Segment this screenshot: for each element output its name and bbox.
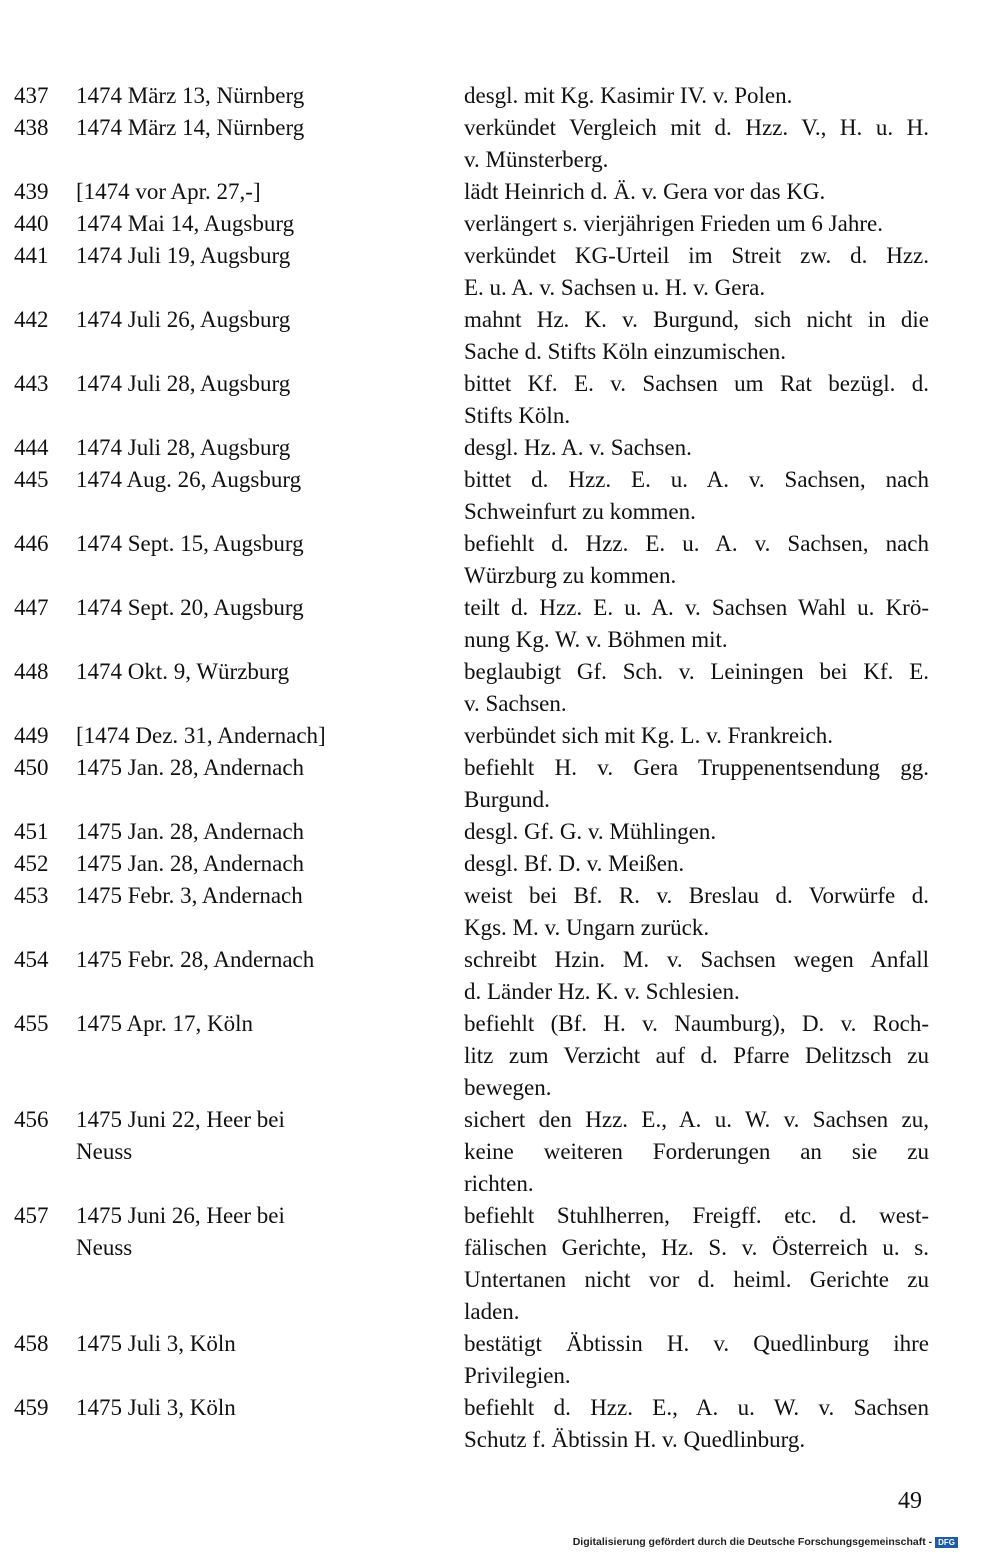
entry-date-place: [76, 1008, 436, 1040]
entry-row: [0, 1328, 1000, 1392]
entry-description: [464, 368, 929, 432]
date-line: 1475 Juli 3, Köln: [76, 1331, 236, 1356]
description-line: desgl. Bf. D. v. Meißen.: [464, 851, 685, 876]
entry-description: [464, 944, 929, 1008]
date-line: 1475 Juni 22, Heer bei: [76, 1107, 285, 1132]
entry-description: [464, 1008, 929, 1104]
entry-date-place: [76, 432, 436, 464]
description-line: befiehlt d. Hzz. E., A. u. W. v. Sachsen: [464, 1395, 929, 1420]
entry-row: [0, 1392, 1000, 1456]
date-line: 1474 Juli 28, Augsburg: [76, 371, 291, 396]
description-line: d. Länder Hz. K. v. Schlesien.: [464, 979, 740, 1004]
entry-row: [0, 880, 1000, 944]
entry-description: [464, 592, 929, 656]
description-line: sichert den Hzz. E., A. u. W. v. Sachsen zu,: [464, 1107, 929, 1132]
date-line: 1474 Juli 28, Augsburg: [76, 435, 291, 460]
entry-description: [464, 112, 929, 176]
description-line: Schutz f. Äbtissin H. v. Quedlinburg.: [464, 1427, 806, 1452]
date-line: 1474 Aug. 26, Augsburg: [76, 467, 302, 492]
entry-description: [464, 240, 929, 304]
description-line: verkündet KG-Urteil im Streit zw. d. Hzz.: [464, 243, 929, 268]
description-line: Schweinfurt zu kommen.: [464, 499, 696, 524]
date-line: [1474 Dez. 31, Andernach]: [76, 723, 326, 748]
date-line: 1475 Juni 26, Heer bei: [76, 1203, 285, 1228]
entry-date-place: [76, 464, 436, 496]
entry-date-place: [76, 848, 436, 880]
entry-date-place: [76, 1200, 436, 1264]
entry-row: [0, 752, 1000, 816]
entry-date-place: [76, 112, 436, 144]
description-line: bittet Kf. E. v. Sachsen um Rat bezügl. d.: [464, 371, 929, 396]
description-line: keine weiteren Forderungen an sie zu: [464, 1139, 929, 1164]
entry-row: [0, 112, 1000, 176]
register-entries: [0, 80, 1000, 1456]
entry-date-place: [76, 592, 436, 624]
entry-date-place: [76, 528, 436, 560]
entry-date-place: [76, 368, 436, 400]
entry-number: 450: [14, 755, 49, 780]
entry-row: [0, 80, 1000, 112]
description-line: litz zum Verzicht auf d. Pfarre Delitzsch zu: [464, 1043, 929, 1068]
date-line: Neuss: [76, 1139, 133, 1164]
dfg-logo: DFG: [935, 1537, 958, 1548]
entry-description: [464, 880, 929, 944]
description-line: desgl. mit Kg. Kasimir IV. v. Polen.: [464, 83, 793, 108]
date-line: 1474 Juli 19, Augsburg: [76, 243, 291, 268]
entry-date-place: [76, 304, 436, 336]
description-line: Sache d. Stifts Köln einzumischen.: [464, 339, 786, 364]
entry-number: 447: [14, 595, 49, 620]
entry-row: [0, 176, 1000, 208]
entry-row: [0, 816, 1000, 848]
entry-description: [464, 752, 929, 816]
description-line: teilt d. Hzz. E. u. A. v. Sachsen Wahl u. Krö-: [464, 595, 929, 620]
entry-row: [0, 208, 1000, 240]
description-line: v. Sachsen.: [464, 691, 567, 716]
entry-date-place: [76, 176, 436, 208]
date-line: 1475 Jan. 28, Andernach: [76, 819, 305, 844]
entry-number: 438: [14, 115, 49, 140]
entry-number: 449: [14, 723, 49, 748]
description-line: weist bei Bf. R. v. Breslau d. Vorwürfe d.: [464, 883, 929, 908]
entry-date-place: [76, 1104, 436, 1168]
entry-number: 444: [14, 435, 49, 460]
date-line: 1475 Febr. 28, Andernach: [76, 947, 315, 972]
description-line: verlängert s. vierjährigen Frieden um 6 Jahre.: [464, 211, 883, 236]
entry-number: 439: [14, 179, 49, 204]
date-line: 1475 Juli 3, Köln: [76, 1395, 236, 1420]
entry-description: [464, 432, 929, 464]
entry-description: [464, 1104, 929, 1200]
entry-description: [464, 1200, 929, 1328]
entry-row: [0, 848, 1000, 880]
date-line: 1474 Mai 14, Augsburg: [76, 211, 295, 236]
entry-row: [0, 592, 1000, 656]
entry-number: 452: [14, 851, 49, 876]
entry-row: [0, 240, 1000, 304]
description-line: bittet d. Hzz. E. u. A. v. Sachsen, nach: [464, 467, 929, 492]
description-line: lädt Heinrich d. Ä. v. Gera vor das KG.: [464, 179, 826, 204]
date-line: 1475 Jan. 28, Andernach: [76, 851, 305, 876]
description-line: verbündet sich mit Kg. L. v. Frankreich.: [464, 723, 833, 748]
description-line: desgl. Hz. A. v. Sachsen.: [464, 435, 692, 460]
entry-number: 440: [14, 211, 49, 236]
entry-description: [464, 464, 929, 528]
entry-row: [0, 368, 1000, 432]
entry-description: [464, 816, 929, 848]
entry-number: 446: [14, 531, 49, 556]
entry-row: [0, 720, 1000, 752]
entry-date-place: [76, 1392, 436, 1424]
date-line: 1475 Febr. 3, Andernach: [76, 883, 303, 908]
description-line: fälischen Gerichte, Hz. S. v. Österreich u. s.: [464, 1235, 929, 1260]
date-line: [1474 vor Apr. 27,-]: [76, 179, 261, 204]
entry-date-place: [76, 240, 436, 272]
description-line: befiehlt Stuhlherren, Freigff. etc. d. west-: [464, 1203, 929, 1228]
description-line: befiehlt d. Hzz. E. u. A. v. Sachsen, nach: [464, 531, 929, 556]
entry-date-place: [76, 80, 436, 112]
entry-description: [464, 80, 929, 112]
description-line: schreibt Hzin. M. v. Sachsen wegen Anfall: [464, 947, 929, 972]
entry-date-place: [76, 208, 436, 240]
entry-number: 459: [14, 1395, 49, 1420]
entry-row: [0, 656, 1000, 720]
entry-row: [0, 304, 1000, 368]
entry-number: 457: [14, 1203, 49, 1228]
description-line: richten.: [464, 1171, 534, 1196]
description-line: Untertanen nicht vor d. heiml. Gerichte zu: [464, 1267, 929, 1292]
entry-date-place: [76, 944, 436, 976]
entry-row: [0, 464, 1000, 528]
date-line: 1475 Apr. 17, Köln: [76, 1011, 253, 1036]
entry-number: 445: [14, 467, 49, 492]
footer-text: Digitalisierung gefördert durch die Deutsche Forschungsgemeinschaft -: [572, 1536, 933, 1548]
date-line: 1474 Sept. 20, Augsburg: [76, 595, 304, 620]
description-line: befiehlt (Bf. H. v. Naumburg), D. v. Roch-: [464, 1011, 929, 1036]
description-line: verkündet Vergleich mit d. Hzz. V., H. u. H.: [464, 115, 929, 140]
entry-number: 456: [14, 1107, 49, 1132]
entry-description: [464, 304, 929, 368]
entry-number: 443: [14, 371, 49, 396]
entry-description: [464, 848, 929, 880]
entry-number: 441: [14, 243, 49, 268]
description-line: bestätigt Äbtissin H. v. Quedlinburg ihre: [464, 1331, 929, 1356]
description-line: mahnt Hz. K. v. Burgund, sich nicht in die: [464, 307, 929, 332]
entry-description: [464, 208, 929, 240]
description-line: befiehlt H. v. Gera Truppenentsendung gg.: [464, 755, 929, 780]
entry-row: [0, 528, 1000, 592]
description-line: desgl. Gf. G. v. Mühlingen.: [464, 819, 717, 844]
date-line: 1474 Okt. 9, Würzburg: [76, 659, 290, 684]
funding-footer: [573, 1536, 958, 1548]
date-line: 1475 Jan. 28, Andernach: [76, 755, 305, 780]
entry-number: 448: [14, 659, 49, 684]
description-line: v. Münsterberg.: [464, 147, 609, 172]
entry-date-place: [76, 816, 436, 848]
entry-date-place: [76, 880, 436, 912]
entry-description: [464, 720, 929, 752]
date-line: 1474 Juli 26, Augsburg: [76, 307, 291, 332]
entry-row: [0, 1104, 1000, 1200]
description-line: laden.: [464, 1299, 520, 1324]
entry-number: 453: [14, 883, 49, 908]
entry-description: [464, 656, 929, 720]
entry-date-place: [76, 720, 436, 752]
entry-row: [0, 1200, 1000, 1328]
description-line: Burgund.: [464, 787, 550, 812]
entry-description: [464, 528, 929, 592]
entry-row: [0, 944, 1000, 1008]
entry-description: [464, 1328, 929, 1392]
entry-number: 458: [14, 1331, 49, 1356]
entry-row: [0, 1008, 1000, 1104]
entry-row: [0, 432, 1000, 464]
description-line: Kgs. M. v. Ungarn zurück.: [464, 915, 710, 940]
entry-number: 451: [14, 819, 49, 844]
entry-number: 455: [14, 1011, 49, 1036]
date-line: 1474 März 14, Nürnberg: [76, 115, 305, 140]
description-line: nung Kg. W. v. Böhmen mit.: [464, 627, 728, 652]
entry-number: 437: [14, 83, 49, 108]
description-line: Stifts Köln.: [464, 403, 571, 428]
entry-number: 454: [14, 947, 49, 972]
entry-description: [464, 1392, 929, 1456]
description-line: bewegen.: [464, 1075, 552, 1100]
date-line: Neuss: [76, 1235, 133, 1260]
entry-number: 442: [14, 307, 49, 332]
description-line: E. u. A. v. Sachsen u. H. v. Gera.: [464, 275, 766, 300]
date-line: 1474 Sept. 15, Augsburg: [76, 531, 304, 556]
description-line: Würzburg zu kommen.: [464, 563, 677, 588]
entry-description: [464, 176, 929, 208]
page-number: 49: [898, 1488, 922, 1514]
date-line: 1474 März 13, Nürnberg: [76, 83, 305, 108]
description-line: Privilegien.: [464, 1363, 571, 1388]
entry-date-place: [76, 656, 436, 688]
entry-date-place: [76, 752, 436, 784]
entry-date-place: [76, 1328, 436, 1360]
description-line: beglaubigt Gf. Sch. v. Leiningen bei Kf. E.: [464, 659, 929, 684]
